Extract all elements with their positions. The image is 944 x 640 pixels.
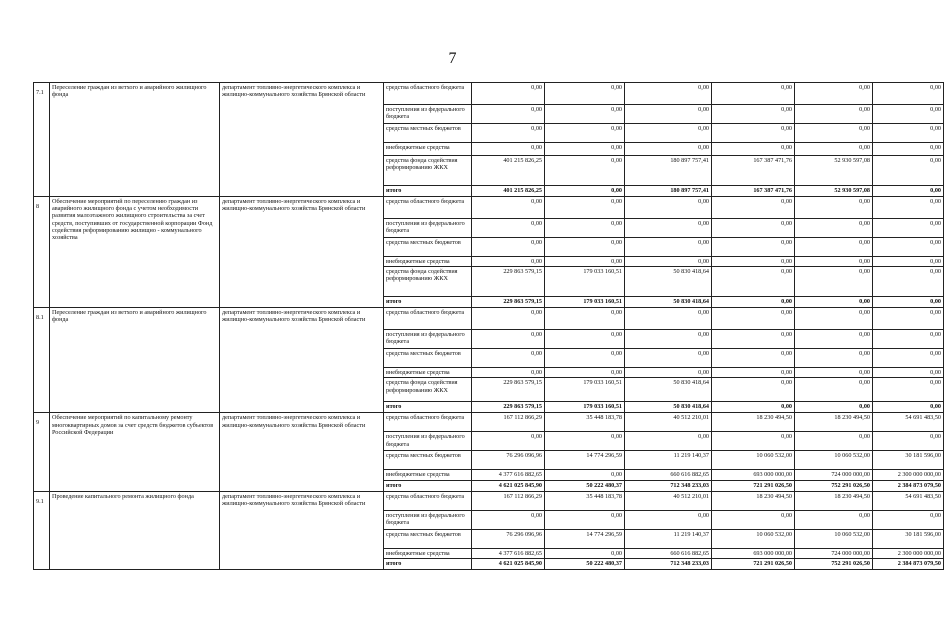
funding-source: средства фонда содействия реформированию ЖКХ bbox=[384, 267, 472, 297]
amount-cell: 0,00 bbox=[795, 238, 873, 257]
amount-cell: 0,00 bbox=[472, 238, 545, 257]
amount-cell: 229 863 579,15 bbox=[472, 378, 545, 402]
amount-cell: 0,00 bbox=[472, 143, 545, 156]
table-row bbox=[34, 197, 944, 219]
amount-cell: 0,00 bbox=[712, 297, 795, 308]
item-number: 9.1 bbox=[34, 491, 50, 569]
amount-cell: 0,00 bbox=[795, 402, 873, 413]
amount-cell: 2 300 000 000,00 bbox=[873, 548, 944, 558]
amount-cell: 54 691 483,50 bbox=[873, 413, 944, 432]
funding-source: средства областного бюджета bbox=[384, 413, 472, 432]
amount-cell: 0,00 bbox=[795, 432, 873, 451]
amount-cell: 0,00 bbox=[545, 330, 625, 349]
amount-cell: 0,00 bbox=[712, 349, 795, 368]
amount-cell: 179 033 160,51 bbox=[545, 378, 625, 402]
amount-cell: 721 291 026,50 bbox=[712, 558, 795, 569]
amount-cell: 167 112 866,29 bbox=[472, 413, 545, 432]
amount-cell: 11 219 140,37 bbox=[625, 451, 712, 470]
amount-cell: 660 616 882,65 bbox=[625, 470, 712, 480]
amount-cell: 0,00 bbox=[873, 368, 944, 378]
funding-source: поступления из федерального бюджета bbox=[384, 432, 472, 451]
amount-cell: 0,00 bbox=[873, 105, 944, 124]
amount-cell: 0,00 bbox=[712, 257, 795, 267]
item-name: Переселение граждан из ветхого и аварийного жилищного фонда bbox=[50, 308, 220, 413]
amount-cell: 0,00 bbox=[472, 124, 545, 143]
amount-cell: 35 448 183,78 bbox=[545, 413, 625, 432]
amount-cell: 4 377 616 882,65 bbox=[472, 548, 545, 558]
amount-cell: 229 863 579,15 bbox=[472, 297, 545, 308]
amount-cell: 0,00 bbox=[795, 378, 873, 402]
item-name: Обеспечение мероприятий по капитальному ремонту многоквартирных домов за счет средств бюджетов субъектов Российской Федерации bbox=[50, 413, 220, 491]
amount-cell: 179 033 160,51 bbox=[545, 402, 625, 413]
amount-cell: 0,00 bbox=[472, 83, 545, 105]
item-name: Проведение капитального ремонта жилищного фонда bbox=[50, 491, 220, 569]
amount-cell: 0,00 bbox=[873, 83, 944, 105]
amount-cell: 0,00 bbox=[625, 83, 712, 105]
amount-cell: 14 774 296,59 bbox=[545, 529, 625, 548]
table-row bbox=[34, 308, 944, 330]
funding-source: средства местных бюджетов bbox=[384, 529, 472, 548]
amount-cell: 0,00 bbox=[795, 510, 873, 529]
amount-cell: 693 000 000,00 bbox=[712, 548, 795, 558]
amount-cell: 0,00 bbox=[712, 402, 795, 413]
amount-cell: 0,00 bbox=[545, 432, 625, 451]
amount-cell: 4 621 025 845,90 bbox=[472, 480, 545, 491]
amount-cell: 0,00 bbox=[625, 432, 712, 451]
amount-cell: 30 181 596,00 bbox=[873, 451, 944, 470]
amount-cell: 0,00 bbox=[545, 470, 625, 480]
amount-cell: 0,00 bbox=[873, 124, 944, 143]
amount-cell: 0,00 bbox=[545, 197, 625, 219]
amount-cell: 660 616 882,65 bbox=[625, 548, 712, 558]
amount-cell: 0,00 bbox=[625, 308, 712, 330]
funding-source: средства областного бюджета bbox=[384, 83, 472, 105]
amount-cell: 0,00 bbox=[625, 330, 712, 349]
amount-cell: 180 897 757,41 bbox=[625, 186, 712, 197]
amount-cell: 0,00 bbox=[625, 257, 712, 267]
amount-cell: 0,00 bbox=[712, 219, 795, 238]
amount-cell: 229 863 579,15 bbox=[472, 267, 545, 297]
amount-cell: 0,00 bbox=[795, 330, 873, 349]
amount-cell: 11 219 140,37 bbox=[625, 529, 712, 548]
funding-source: поступления из федерального бюджета bbox=[384, 105, 472, 124]
amount-cell: 0,00 bbox=[873, 267, 944, 297]
funding-source: средства местных бюджетов bbox=[384, 238, 472, 257]
amount-cell: 0,00 bbox=[545, 219, 625, 238]
amount-cell: 0,00 bbox=[545, 124, 625, 143]
amount-cell: 401 215 826,25 bbox=[472, 186, 545, 197]
amount-cell: 0,00 bbox=[472, 349, 545, 368]
amount-cell: 54 691 483,50 bbox=[873, 491, 944, 510]
amount-cell: 229 863 579,15 bbox=[472, 402, 545, 413]
amount-cell: 40 512 210,01 bbox=[625, 413, 712, 432]
amount-cell: 10 060 532,00 bbox=[712, 529, 795, 548]
funding-source: поступления из федерального бюджета bbox=[384, 330, 472, 349]
amount-cell: 0,00 bbox=[873, 238, 944, 257]
amount-cell: 167 112 866,29 bbox=[472, 491, 545, 510]
amount-cell: 50 830 418,64 bbox=[625, 378, 712, 402]
amount-cell: 0,00 bbox=[712, 143, 795, 156]
amount-cell: 50 830 418,64 bbox=[625, 267, 712, 297]
amount-cell: 0,00 bbox=[472, 257, 545, 267]
table-body bbox=[34, 83, 944, 570]
funding-source: итого bbox=[384, 480, 472, 491]
item-number: 8 bbox=[34, 197, 50, 308]
amount-cell: 0,00 bbox=[472, 219, 545, 238]
amount-cell: 0,00 bbox=[873, 510, 944, 529]
amount-cell: 0,00 bbox=[545, 257, 625, 267]
amount-cell: 10 060 532,00 bbox=[795, 451, 873, 470]
amount-cell: 0,00 bbox=[545, 238, 625, 257]
amount-cell: 0,00 bbox=[472, 330, 545, 349]
amount-cell: 0,00 bbox=[712, 83, 795, 105]
table-row bbox=[34, 491, 944, 510]
amount-cell: 167 387 471,76 bbox=[712, 156, 795, 186]
amount-cell: 752 291 026,50 bbox=[795, 558, 873, 569]
amount-cell: 0,00 bbox=[712, 124, 795, 143]
amount-cell: 0,00 bbox=[625, 238, 712, 257]
funding-source: средства фонда содействия реформированию ЖКХ bbox=[384, 156, 472, 186]
amount-cell: 0,00 bbox=[472, 510, 545, 529]
amount-cell: 0,00 bbox=[873, 143, 944, 156]
amount-cell: 0,00 bbox=[712, 105, 795, 124]
amount-cell: 76 296 096,96 bbox=[472, 529, 545, 548]
amount-cell: 0,00 bbox=[795, 368, 873, 378]
funding-source: средства местных бюджетов bbox=[384, 451, 472, 470]
amount-cell: 0,00 bbox=[795, 83, 873, 105]
amount-cell: 0,00 bbox=[545, 510, 625, 529]
amount-cell: 4 377 616 882,65 bbox=[472, 470, 545, 480]
item-number: 7.1 bbox=[34, 83, 50, 197]
amount-cell: 2 384 873 079,50 bbox=[873, 558, 944, 569]
amount-cell: 0,00 bbox=[472, 368, 545, 378]
item-name: Переселение граждан из ветхого и аварийного жилищного фонда bbox=[50, 83, 220, 197]
amount-cell: 0,00 bbox=[472, 105, 545, 124]
amount-cell: 0,00 bbox=[545, 368, 625, 378]
funding-source: внебюджетные средства bbox=[384, 548, 472, 558]
amount-cell: 0,00 bbox=[873, 330, 944, 349]
amount-cell: 0,00 bbox=[795, 197, 873, 219]
item-executor: департамент топливно-энергетического комплекса и жилищно-коммунального хозяйства Брянской области bbox=[220, 491, 384, 569]
amount-cell: 0,00 bbox=[795, 257, 873, 267]
amount-cell: 0,00 bbox=[873, 156, 944, 186]
amount-cell: 0,00 bbox=[873, 197, 944, 219]
amount-cell: 10 060 532,00 bbox=[712, 451, 795, 470]
item-executor: департамент топливно-энергетического комплекса и жилищно-коммунального хозяйства Брянской области bbox=[220, 197, 384, 308]
amount-cell: 52 930 597,08 bbox=[795, 156, 873, 186]
item-executor: департамент топливно-энергетического комплекса и жилищно-коммунального хозяйства Брянской области bbox=[220, 83, 384, 197]
amount-cell: 0,00 bbox=[795, 124, 873, 143]
amount-cell: 724 000 000,00 bbox=[795, 470, 873, 480]
item-executor: департамент топливно-энергетического комплекса и жилищно-коммунального хозяйства Брянской области bbox=[220, 308, 384, 413]
amount-cell: 0,00 bbox=[545, 349, 625, 368]
amount-cell: 0,00 bbox=[545, 186, 625, 197]
amount-cell: 180 897 757,41 bbox=[625, 156, 712, 186]
amount-cell: 0,00 bbox=[712, 432, 795, 451]
funding-source: итого bbox=[384, 186, 472, 197]
amount-cell: 76 296 096,96 bbox=[472, 451, 545, 470]
amount-cell: 30 181 596,00 bbox=[873, 529, 944, 548]
funding-source: средства местных бюджетов bbox=[384, 124, 472, 143]
amount-cell: 0,00 bbox=[712, 368, 795, 378]
amount-cell: 14 774 296,59 bbox=[545, 451, 625, 470]
item-executor: департамент топливно-энергетического комплекса и жилищно-коммунального хозяйства Брянской области bbox=[220, 413, 384, 491]
amount-cell: 0,00 bbox=[545, 83, 625, 105]
amount-cell: 50 830 418,64 bbox=[625, 297, 712, 308]
item-number: 9 bbox=[34, 413, 50, 491]
amount-cell: 18 230 494,50 bbox=[795, 491, 873, 510]
amount-cell: 52 930 597,08 bbox=[795, 186, 873, 197]
amount-cell: 0,00 bbox=[625, 368, 712, 378]
table-row bbox=[34, 83, 944, 105]
amount-cell: 693 000 000,00 bbox=[712, 470, 795, 480]
amount-cell: 0,00 bbox=[795, 349, 873, 368]
amount-cell: 0,00 bbox=[712, 378, 795, 402]
amount-cell: 50 222 480,37 bbox=[545, 480, 625, 491]
amount-cell: 35 448 183,78 bbox=[545, 491, 625, 510]
amount-cell: 0,00 bbox=[472, 308, 545, 330]
funding-source: внебюджетные средства bbox=[384, 257, 472, 267]
amount-cell: 2 300 000 000,00 bbox=[873, 470, 944, 480]
amount-cell: 0,00 bbox=[795, 105, 873, 124]
amount-cell: 401 215 826,25 bbox=[472, 156, 545, 186]
funding-source: итого bbox=[384, 558, 472, 569]
amount-cell: 179 033 160,51 bbox=[545, 297, 625, 308]
amount-cell: 0,00 bbox=[795, 308, 873, 330]
amount-cell: 0,00 bbox=[545, 548, 625, 558]
item-name: Обеспечение мероприятий по переселению граждан из аварийного жилищного фонда с учетом необходимости развития малоэтажного жилищного строительства за счет средств, поступивших от государственной корпорации Фонд содействия реформированию жилищно - коммунального хозяйства bbox=[50, 197, 220, 308]
amount-cell: 0,00 bbox=[873, 186, 944, 197]
amount-cell: 0,00 bbox=[712, 308, 795, 330]
table-row bbox=[34, 413, 944, 432]
funding-source: внебюджетные средства bbox=[384, 470, 472, 480]
amount-cell: 40 512 210,01 bbox=[625, 491, 712, 510]
page-number: 7 bbox=[448, 50, 457, 67]
amount-cell: 712 348 233,03 bbox=[625, 558, 712, 569]
funding-source: итого bbox=[384, 297, 472, 308]
amount-cell: 0,00 bbox=[795, 143, 873, 156]
amount-cell: 0,00 bbox=[625, 124, 712, 143]
amount-cell: 0,00 bbox=[625, 197, 712, 219]
amount-cell: 0,00 bbox=[625, 143, 712, 156]
amount-cell: 0,00 bbox=[545, 308, 625, 330]
amount-cell: 0,00 bbox=[625, 349, 712, 368]
funding-source: средства фонда содействия реформированию ЖКХ bbox=[384, 378, 472, 402]
funding-source: средства местных бюджетов bbox=[384, 349, 472, 368]
funding-source: внебюджетные средства bbox=[384, 368, 472, 378]
amount-cell: 721 291 026,50 bbox=[712, 480, 795, 491]
amount-cell: 0,00 bbox=[472, 197, 545, 219]
amount-cell: 0,00 bbox=[795, 219, 873, 238]
amount-cell: 179 033 160,51 bbox=[545, 267, 625, 297]
amount-cell: 0,00 bbox=[625, 105, 712, 124]
funding-source: средства областного бюджета bbox=[384, 308, 472, 330]
amount-cell: 0,00 bbox=[712, 197, 795, 219]
amount-cell: 0,00 bbox=[873, 378, 944, 402]
funding-source: средства областного бюджета bbox=[384, 491, 472, 510]
amount-cell: 0,00 bbox=[545, 156, 625, 186]
amount-cell: 18 230 494,50 bbox=[712, 491, 795, 510]
amount-cell: 0,00 bbox=[873, 432, 944, 451]
funding-source: внебюджетные средства bbox=[384, 143, 472, 156]
amount-cell: 0,00 bbox=[712, 267, 795, 297]
amount-cell: 0,00 bbox=[712, 510, 795, 529]
amount-cell: 0,00 bbox=[873, 257, 944, 267]
amount-cell: 167 387 471,76 bbox=[712, 186, 795, 197]
funding-source: итого bbox=[384, 402, 472, 413]
amount-cell: 0,00 bbox=[795, 297, 873, 308]
amount-cell: 752 291 026,50 bbox=[795, 480, 873, 491]
amount-cell: 0,00 bbox=[873, 402, 944, 413]
amount-cell: 0,00 bbox=[625, 219, 712, 238]
amount-cell: 18 230 494,50 bbox=[712, 413, 795, 432]
amount-cell: 2 384 873 079,50 bbox=[873, 480, 944, 491]
budget-table bbox=[33, 82, 944, 570]
amount-cell: 0,00 bbox=[545, 105, 625, 124]
amount-cell: 18 230 494,50 bbox=[795, 413, 873, 432]
amount-cell: 0,00 bbox=[625, 510, 712, 529]
amount-cell: 50 222 480,37 bbox=[545, 558, 625, 569]
item-number: 8.1 bbox=[34, 308, 50, 413]
amount-cell: 0,00 bbox=[545, 143, 625, 156]
amount-cell: 724 000 000,00 bbox=[795, 548, 873, 558]
amount-cell: 0,00 bbox=[712, 238, 795, 257]
amount-cell: 0,00 bbox=[712, 330, 795, 349]
funding-source: поступления из федерального бюджета bbox=[384, 510, 472, 529]
amount-cell: 0,00 bbox=[873, 297, 944, 308]
funding-source: поступления из федерального бюджета bbox=[384, 219, 472, 238]
amount-cell: 10 060 532,00 bbox=[795, 529, 873, 548]
funding-source: средства областного бюджета bbox=[384, 197, 472, 219]
amount-cell: 0,00 bbox=[472, 432, 545, 451]
amount-cell: 0,00 bbox=[873, 219, 944, 238]
amount-cell: 0,00 bbox=[795, 267, 873, 297]
amount-cell: 0,00 bbox=[873, 308, 944, 330]
amount-cell: 0,00 bbox=[873, 349, 944, 368]
amount-cell: 4 621 025 845,90 bbox=[472, 558, 545, 569]
amount-cell: 712 348 233,03 bbox=[625, 480, 712, 491]
amount-cell: 50 830 418,64 bbox=[625, 402, 712, 413]
